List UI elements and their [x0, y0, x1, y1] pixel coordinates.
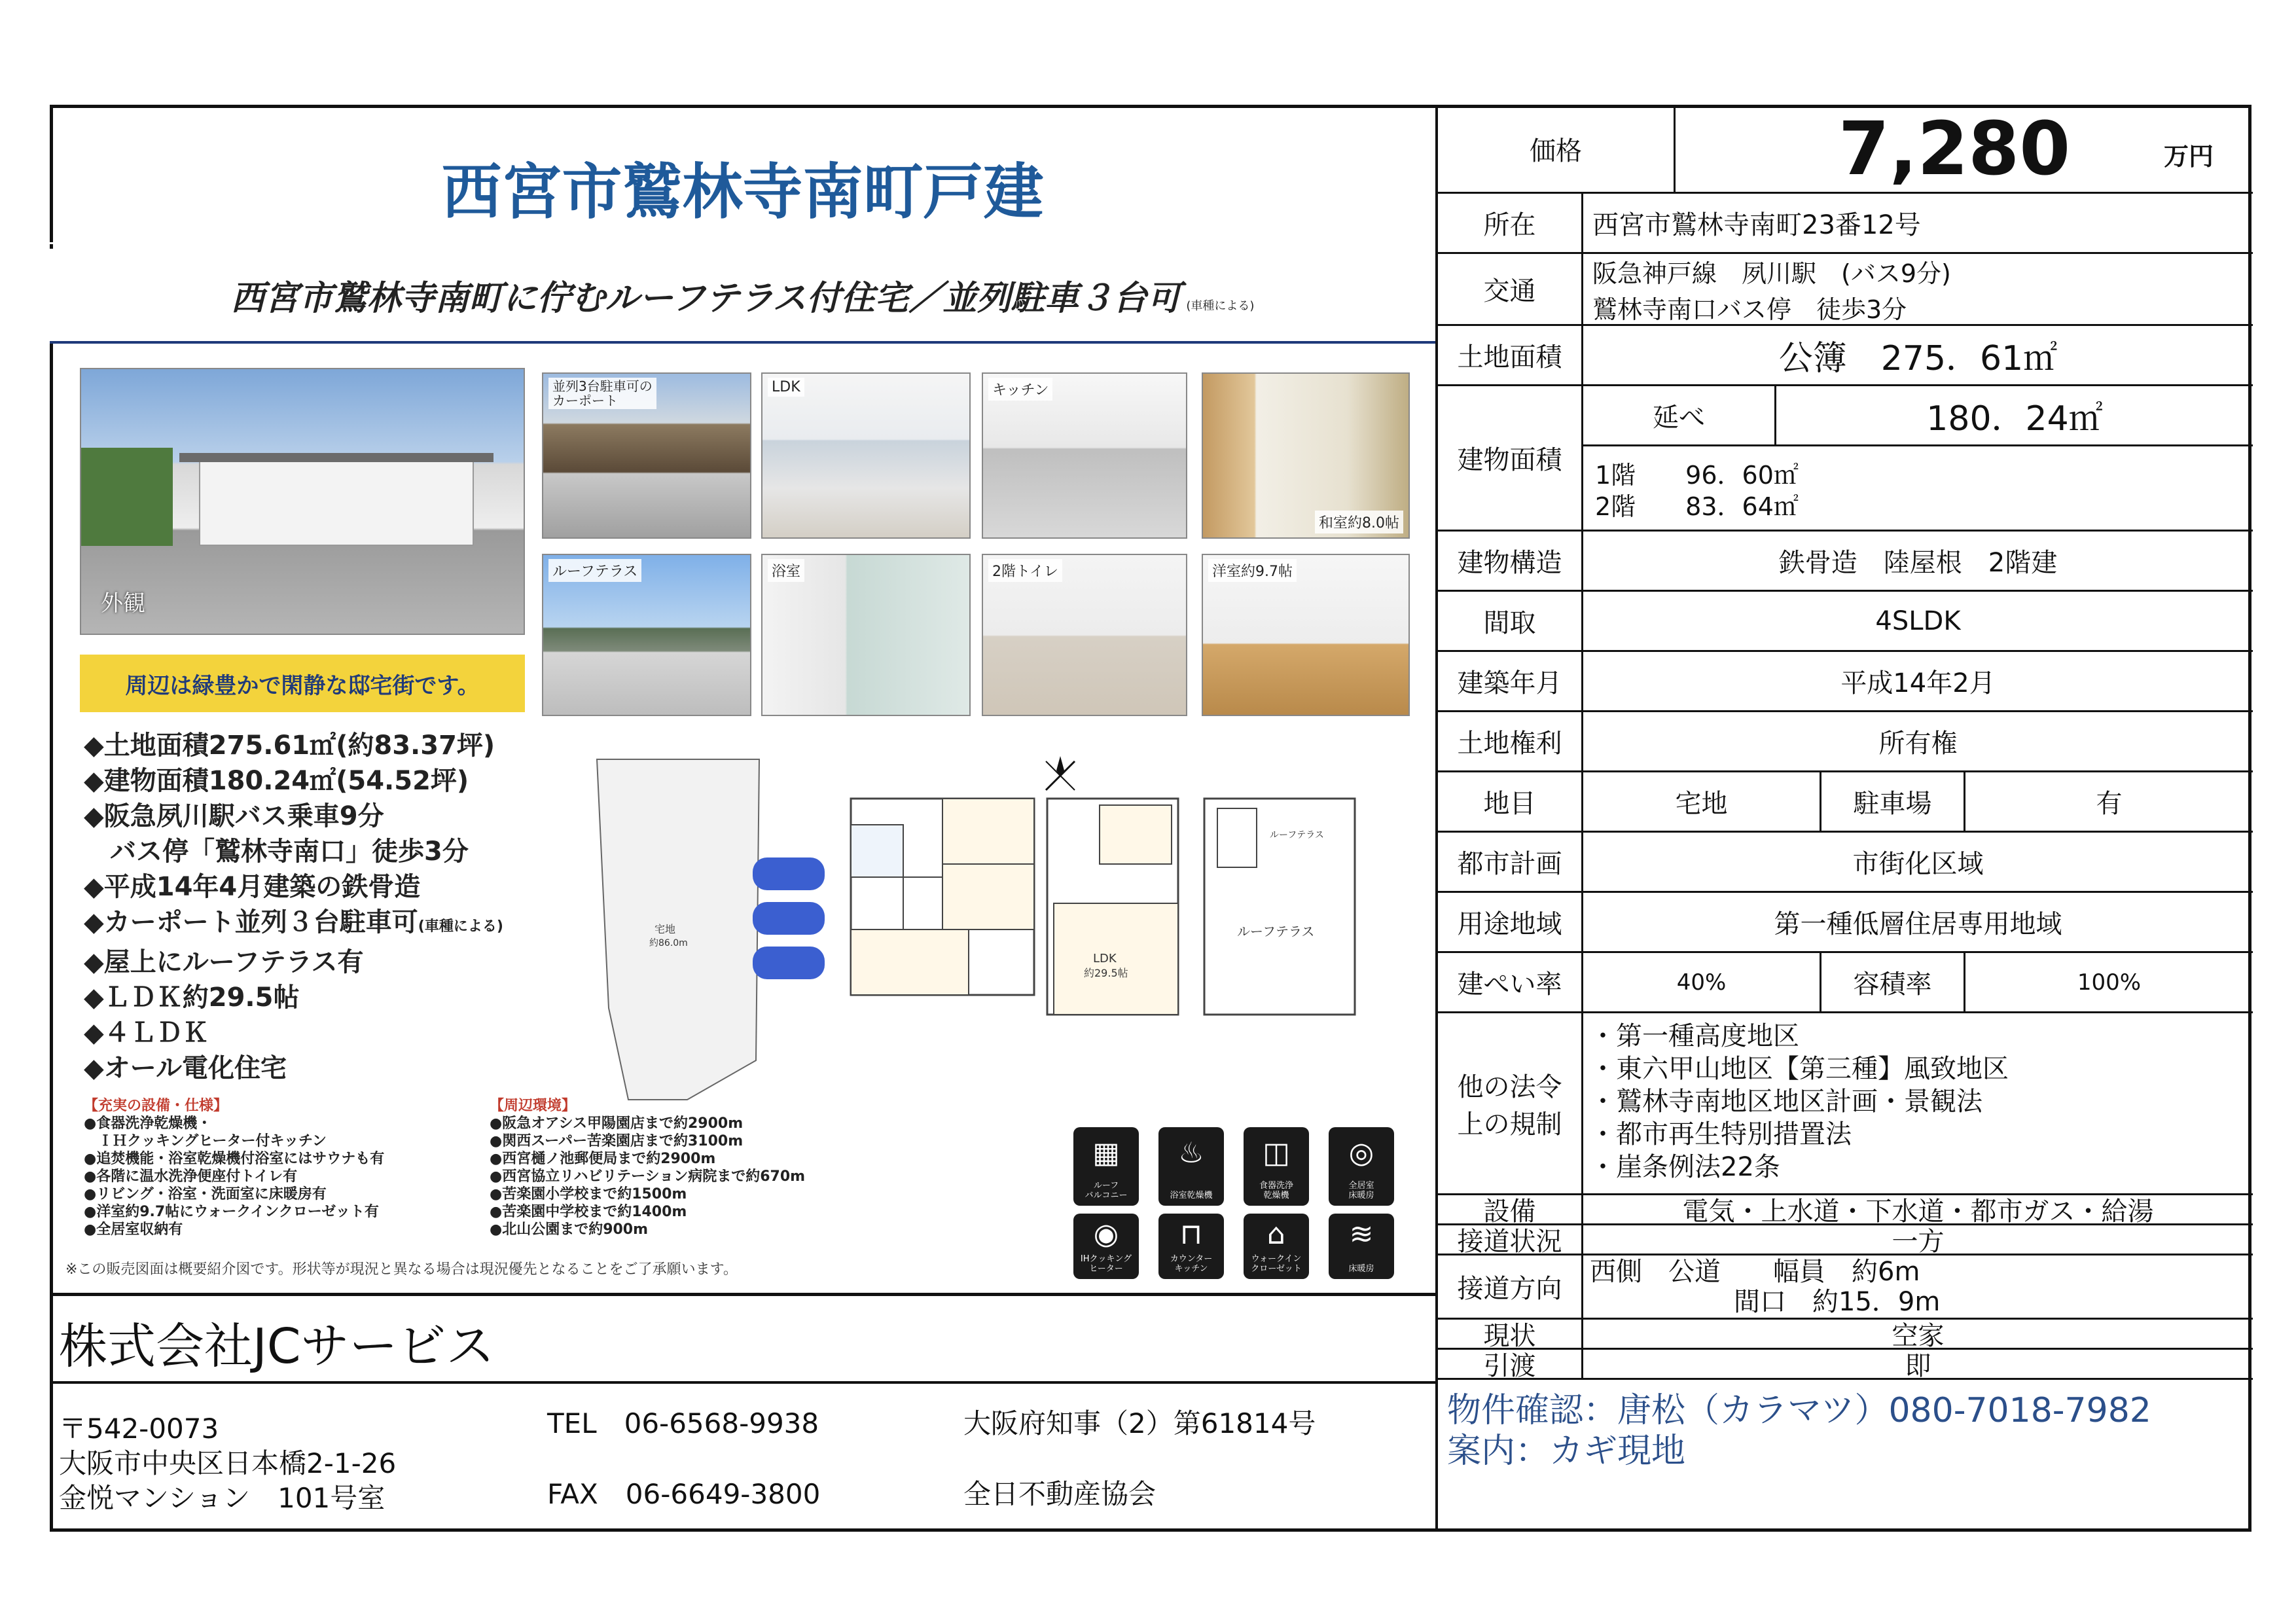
transport-label: 交通 [1438, 254, 1583, 324]
property-table [1435, 106, 2250, 1530]
surroundings-item: ●西宮樋ノ池郵便局まで約2900m [490, 1151, 716, 1167]
bath-dryer-icon: ♨ 浴室乾燥機 [1158, 1127, 1224, 1206]
surroundings-item: ●西宮協立リハビリテーション病院まで約670m [490, 1168, 806, 1185]
title-divider [50, 242, 1435, 244]
equipment-item: ●全居室収納有 [84, 1221, 183, 1238]
row-city-plan [1438, 833, 2253, 893]
row-road-direction [1438, 1255, 2253, 1320]
viewing-guide: 案内：カギ現地 [1447, 1432, 1686, 1471]
compass-icon [1046, 756, 1075, 790]
feature-item: ◆阪急夙川駅バス乗車9分 [84, 801, 384, 831]
subtitle-box [50, 249, 1435, 344]
photo-bathroom [761, 554, 971, 716]
ldk-label: LDK [1093, 952, 1117, 965]
facilities-label: 設備 [1438, 1195, 1583, 1223]
feature-item: ◆４ＬＤＫ [84, 1018, 209, 1048]
row-layout [1438, 592, 2253, 652]
road-direction-line-2: 間口 約15．9m [1734, 1287, 1941, 1317]
roof-terrace-small-label: ルーフテラス [1270, 830, 1324, 840]
equipment-list [84, 1097, 516, 1238]
highlight-banner-text: 周辺は緑豊かで閑静な邸宅街です。 [125, 672, 480, 699]
company-address-2: 金悦マンション 101号室 [59, 1482, 386, 1514]
floor-heating-icon: ◎ 全居室 床暖房 [1329, 1127, 1394, 1206]
use-zone-label: 用途地域 [1438, 893, 1583, 951]
row-chimoku [1438, 772, 2253, 833]
photo-kitchen [982, 372, 1187, 539]
walkin-closet-icon: ⌂ ウォークイン クローゼット [1244, 1214, 1309, 1279]
regulation-item: ・都市再生特別措置法 [1590, 1119, 1852, 1149]
structure-value: 鉄骨造 陸屋根 2階建 [1778, 548, 2058, 578]
road-status-value: 一方 [1892, 1227, 1945, 1257]
structure-label: 建物構造 [1438, 532, 1583, 590]
row-current [1438, 1320, 2253, 1350]
feature-item: ◆オール電化住宅 [84, 1053, 287, 1083]
regulation-item: ・東六甲山地区【第三種】風致地区 [1590, 1054, 2009, 1084]
photo-label: 外観 [101, 590, 145, 617]
surroundings-item: ●関西スーパー苦楽園店まで約3100m [490, 1133, 744, 1149]
equipment-item: ＩＨクッキングヒーター付キッチン [84, 1133, 327, 1149]
regulation-item: ・崖条例法22条 [1590, 1152, 1780, 1182]
current-label: 現状 [1438, 1320, 1583, 1348]
page-title: 西宮市鷲林寺南町戸建 [441, 157, 1044, 227]
company-license: 大阪府知事（2）第61814号 [963, 1407, 1316, 1439]
layout-label: 間取 [1438, 592, 1583, 650]
city-plan-label: 都市計画 [1438, 833, 1583, 891]
site-label: 宅地 [655, 923, 676, 935]
highlight-banner [80, 655, 525, 712]
row-coverage [1438, 953, 2253, 1013]
row-other-regulations [1438, 1013, 2253, 1195]
row-land-right [1438, 712, 2253, 772]
row-handover [1438, 1350, 2253, 1380]
equipment-item: ●食器洗浄乾燥機・ [84, 1115, 212, 1132]
row-land-area [1438, 326, 2253, 386]
layout-value: 4SLDK [1875, 605, 1961, 636]
surroundings-item: ●北山公園まで約900m [490, 1221, 649, 1238]
photo-roof-terrace [542, 554, 751, 716]
row-built [1438, 652, 2253, 712]
property-contact: 物件確認：唐松（カラマツ）080-7018-7982 [1447, 1391, 2151, 1430]
roof-balcony-icon: ▦ ルーフ バルコニー [1073, 1127, 1139, 1206]
road-direction-line-1: 西側 公道 幅員 約6m [1590, 1257, 1920, 1287]
photo-label: キッチン [988, 378, 1052, 401]
car-2 [753, 902, 825, 935]
price-label: 価格 [1438, 106, 1676, 192]
photo-label: LDK [768, 378, 804, 397]
location-value: 西宮市鷲林寺南町23番12号 [1592, 210, 1921, 240]
company-association: 全日不動産協会 [963, 1478, 1157, 1510]
photo-label: 浴室 [768, 559, 804, 582]
row-building-area [1438, 386, 2253, 532]
photo-label: 和室約8.0帖 [1315, 511, 1403, 533]
facilities-value: 電気・上水道・下水道・都市ガス・給湯 [1682, 1197, 2154, 1227]
ldk-size: 約29.5帖 [1084, 967, 1128, 979]
land-area-label: 土地面積 [1438, 326, 1583, 384]
equipment-item: ●洋室約9.7帖にウォークインクローゼット有 [84, 1204, 379, 1220]
dishwasher-icon: ◫ 食器洗浄 乾燥機 [1244, 1127, 1309, 1206]
price-value: 7,280 [1838, 106, 2071, 192]
feature-item: ◆カーポート並列３台駐車可(車種による) [84, 907, 503, 937]
floor-2-area: 2階 83．64㎡ [1595, 492, 1799, 521]
floor-plan [589, 746, 1414, 1113]
floor-heating2-icon: ≋ 床暖房 [1329, 1214, 1394, 1279]
feature-item: ◆建物面積180.24㎡(54.52坪) [84, 766, 469, 796]
total-area-value: 180．24㎡ [1926, 399, 2103, 439]
company-tel: TEL 06-6568-9938 [547, 1407, 819, 1439]
company-name: 株式会社JCサービス [59, 1318, 495, 1375]
coverage-label: 建ぺい率 [1438, 953, 1583, 1011]
subtitle-note: (車種による) [1186, 299, 1255, 313]
handover-label: 引渡 [1438, 1350, 1583, 1378]
chimoku-label: 地目 [1438, 772, 1583, 831]
subtitle: 西宮市鷲林寺南町に佇むルーフテラス付住宅／並列駐車３台可 [230, 278, 1181, 318]
car-3 [753, 947, 825, 979]
photo-japanese-room [1202, 372, 1410, 539]
photo-exterior [80, 368, 525, 635]
handover-value: 即 [1905, 1351, 1931, 1381]
land-area-value: 公簿 275．61㎡ [1778, 339, 2058, 378]
disclaimer: ※この販売図面は概要紹介図です。形状等が現況と異なる場合は現況優先となることをご了承願います。 [65, 1261, 738, 1278]
current-value: 空家 [1892, 1321, 1945, 1351]
row-use-zone [1438, 893, 2253, 953]
location-label: 所在 [1438, 194, 1583, 252]
building-area-label: 建物面積 [1438, 386, 1583, 530]
photo-label: 並列3台駐車可の カーポート [548, 378, 656, 409]
photo-label: 洋室約9.7帖 [1208, 559, 1297, 582]
other-label-2: 上の規制 [1457, 1109, 1562, 1140]
photo-carport [542, 372, 751, 539]
company-divider [50, 1293, 1435, 1296]
far-label: 容積率 [1821, 953, 1965, 1011]
row-structure [1438, 532, 2253, 592]
site-outline [597, 759, 759, 1100]
use-zone-value: 第一種低層住居専用地域 [1774, 909, 2062, 939]
carport-note: (車種による) [418, 918, 503, 935]
equipment-heading: 【充実の設備・仕様】 [84, 1098, 228, 1114]
equipment-item: ●各階に温水洗浄便座付トイレ有 [84, 1168, 298, 1185]
surroundings-item: ●苦楽園中学校まで約1400m [490, 1204, 687, 1220]
company-divider-2 [50, 1381, 1435, 1384]
photo-label: 2階トイレ [988, 559, 1062, 582]
counter-kitchen-icon: ⊓ カウンター キッチン [1158, 1214, 1224, 1279]
regulation-item: ・鷲林寺南地区地区計画・景観法 [1590, 1087, 1982, 1117]
photo-toilet [982, 554, 1187, 716]
site-area: 約86.0m [649, 938, 688, 948]
feature-icons [1073, 1127, 1414, 1278]
feature-item: ◆ＬＤＫ約29.5帖 [84, 983, 300, 1013]
other-label-1: 他の法令 [1457, 1072, 1562, 1102]
ih-cooker-icon: ◉ IHクッキング ヒーター [1073, 1214, 1139, 1279]
surroundings-list [490, 1097, 895, 1238]
photo-label: ルーフテラス [548, 559, 641, 582]
chimoku-value: 宅地 [1583, 772, 1821, 831]
feature-list [84, 728, 620, 1086]
land-right-value: 所有権 [1878, 729, 1958, 759]
feature-item: ◆土地面積275.61㎡(約83.37坪) [84, 731, 495, 761]
transport-line-1: 阪急神戸線 夙川駅 (バス9分) [1592, 259, 1951, 288]
equipment-item: ●追焚機能・浴室乾燥機付浴室にはサウナも有 [84, 1151, 385, 1167]
row-price [1438, 106, 2253, 194]
total-area-label: 延べ [1583, 386, 1776, 444]
roof-terrace-label: ルーフテラス [1237, 924, 1315, 939]
road-direction-label: 接道方向 [1438, 1255, 1583, 1318]
far-value: 100% [2077, 969, 2142, 996]
company-address-1: 大阪市中央区日本橋2-1-26 [59, 1447, 397, 1479]
price-unit: 万円 [2163, 142, 2214, 171]
road-status-label: 接道状況 [1438, 1225, 1583, 1254]
row-road-status [1438, 1225, 2253, 1255]
regulation-item: ・第一種高度地区 [1590, 1021, 1799, 1051]
row-transport [1438, 254, 2253, 326]
photo-ldk [761, 372, 971, 539]
feature-item: ◆屋上にルーフテラス有 [84, 947, 364, 977]
equipment-item: ●リビング・浴室・洗面室に床暖房有 [84, 1186, 327, 1202]
company-postal: 〒542-0073 [59, 1413, 219, 1445]
coverage-value: 40% [1583, 953, 1821, 1011]
built-value: 平成14年2月 [1840, 668, 1996, 698]
company-fax: FAX 06-6649-3800 [547, 1478, 821, 1510]
surroundings-item: ●苦楽園小学校まで約1500m [490, 1186, 687, 1202]
built-label: 建築年月 [1438, 652, 1583, 710]
city-plan-value: 市街化区域 [1852, 849, 1984, 879]
floor-1-area: 1階 96．60㎡ [1595, 461, 1799, 490]
surroundings-heading: 【周辺環境】 [490, 1098, 577, 1114]
transport-line-2: 鷲林寺南口バス停 徒歩3分 [1592, 295, 1907, 324]
car-1 [753, 857, 825, 890]
parking-value: 有 [2096, 789, 2123, 819]
feature-item: バス停「鷲林寺南口」徒歩3分 [84, 837, 469, 867]
parking-label: 駐車場 [1821, 772, 1965, 831]
land-right-label: 土地権利 [1438, 712, 1583, 770]
feature-item: ◆平成14年4月建築の鉄骨造 [84, 872, 421, 902]
surroundings-item: ●阪急オアシス甲陽園店まで約2900m [490, 1115, 744, 1132]
photo-western-room [1202, 554, 1410, 716]
row-location [1438, 194, 2253, 254]
